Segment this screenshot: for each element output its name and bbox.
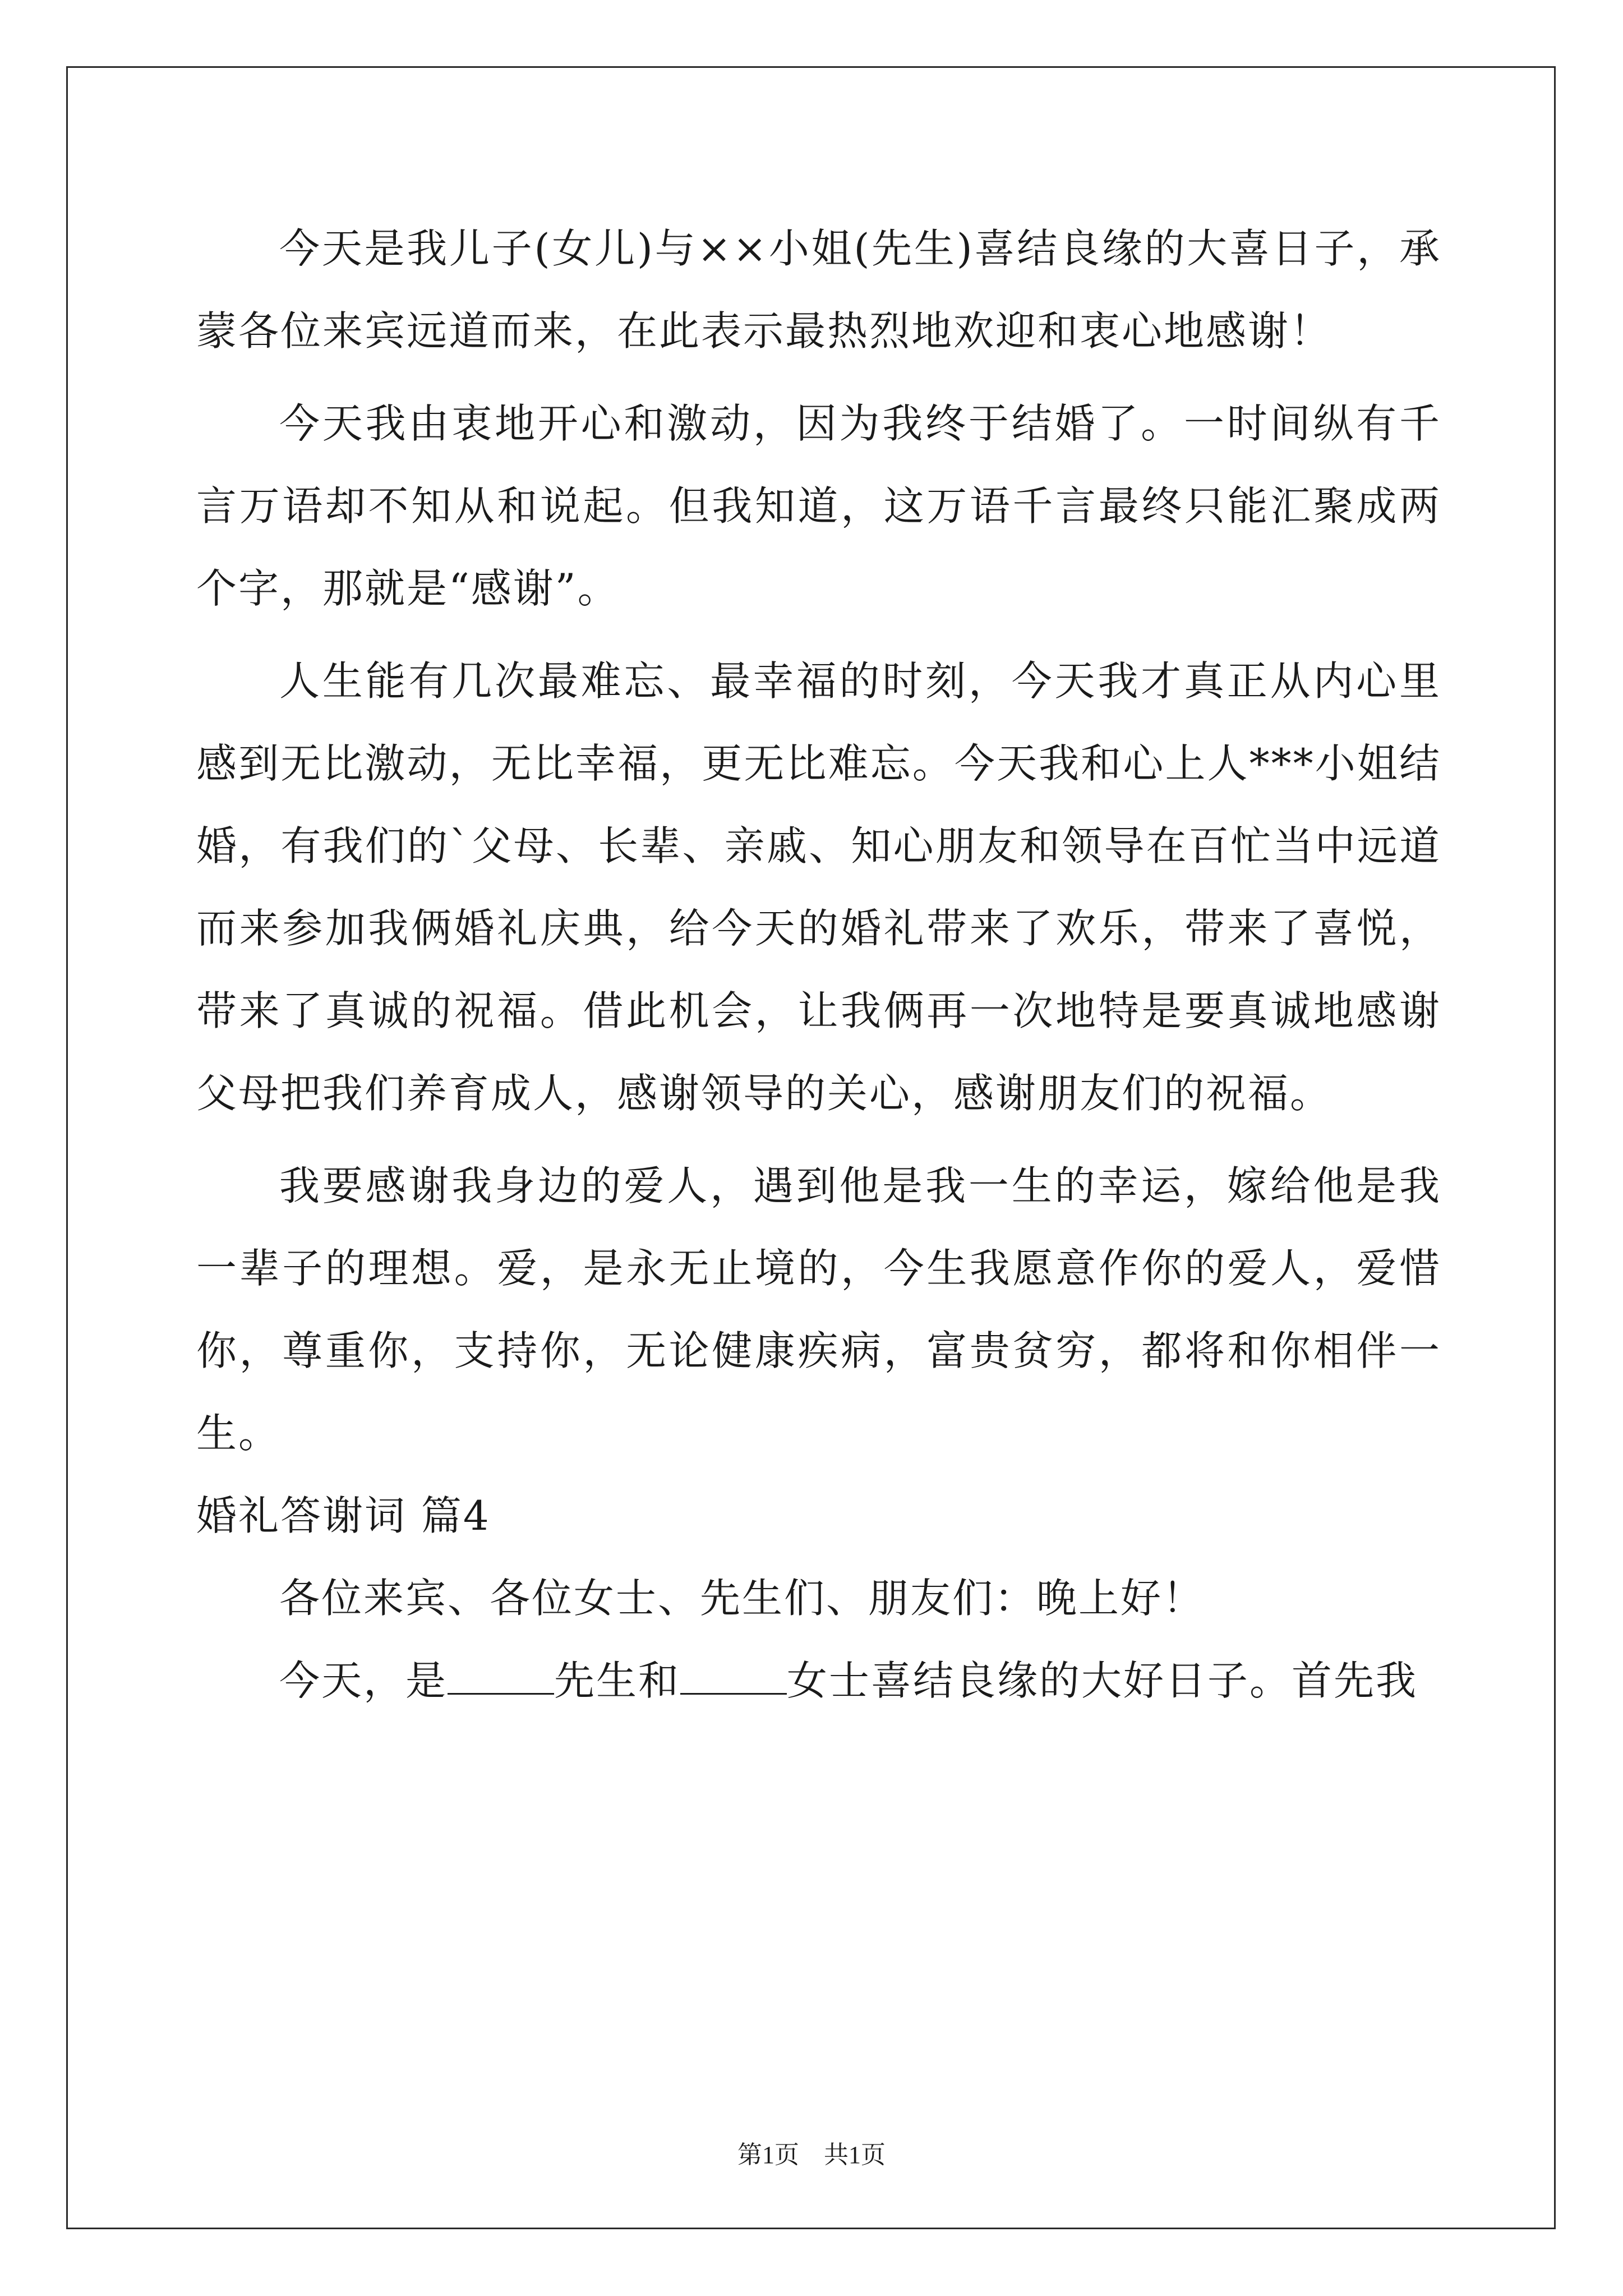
page-footer: 第1页 共1页 [737,2141,886,2169]
section-heading: 婚礼答谢词 篇4 [196,1492,491,1539]
blank-line-1 [448,1658,554,1695]
paragraph-3: 人生能有几次最难忘、最幸福的时刻，今天我才真正从内心里感到无比激动，无比幸福，更无比难忘。今天我和心上人***小姐结婚，有我们的`父母、长辈、亲戚、知心朋友和领导在百忙当中远道而来参加我俩婚礼庆典，给今天的婚礼带来了欢乐，带来了喜悦，带来了真诚的祝福。借此机会，让我俩再一次地特是要真诚地感谢父母把我们养育成人，感谢领导的关心，感谢朋友们的祝福。 [196,657,1441,1117]
blank-line-2 [680,1658,787,1695]
paragraph-5 [196,1640,1441,1722]
document-body [196,208,1441,1722]
paragraph-1: 今天是我儿子(女儿)与××小姐(先生)喜结良缘的大喜日子，承蒙各位来宾远道而来，在此表示最热烈地欢迎和衷心地感谢！ [196,225,1441,355]
paragraph-4: 我要感谢我身边的爱人，遇到他是我一生的幸运，嫁给他是我一辈子的理想。爱，是永无止境的，今生我愿意作你的爱人，爱惜你，尊重你，支持你，无论健康疾病，富贵贫穷，都将和你相伴一生。 [196,1162,1441,1457]
greeting-line: 各位来宾、各位女士、先生们、朋友们：晚上好！ [279,1575,1205,1622]
paragraph-5-part-2: 先生和 [554,1657,681,1704]
paragraph-5-part-1: 今天，是 [279,1657,448,1704]
paragraph-2: 今天我由衷地开心和激动，因为我终于结婚了。一时间纵有千言万语却不知从和说起。但我知道，这万语千言最终只能汇聚成两个字，那就是“感谢”。 [196,400,1441,612]
paragraph-5-part-3: 女士喜结良缘的大好日子。首先我 [787,1657,1418,1704]
